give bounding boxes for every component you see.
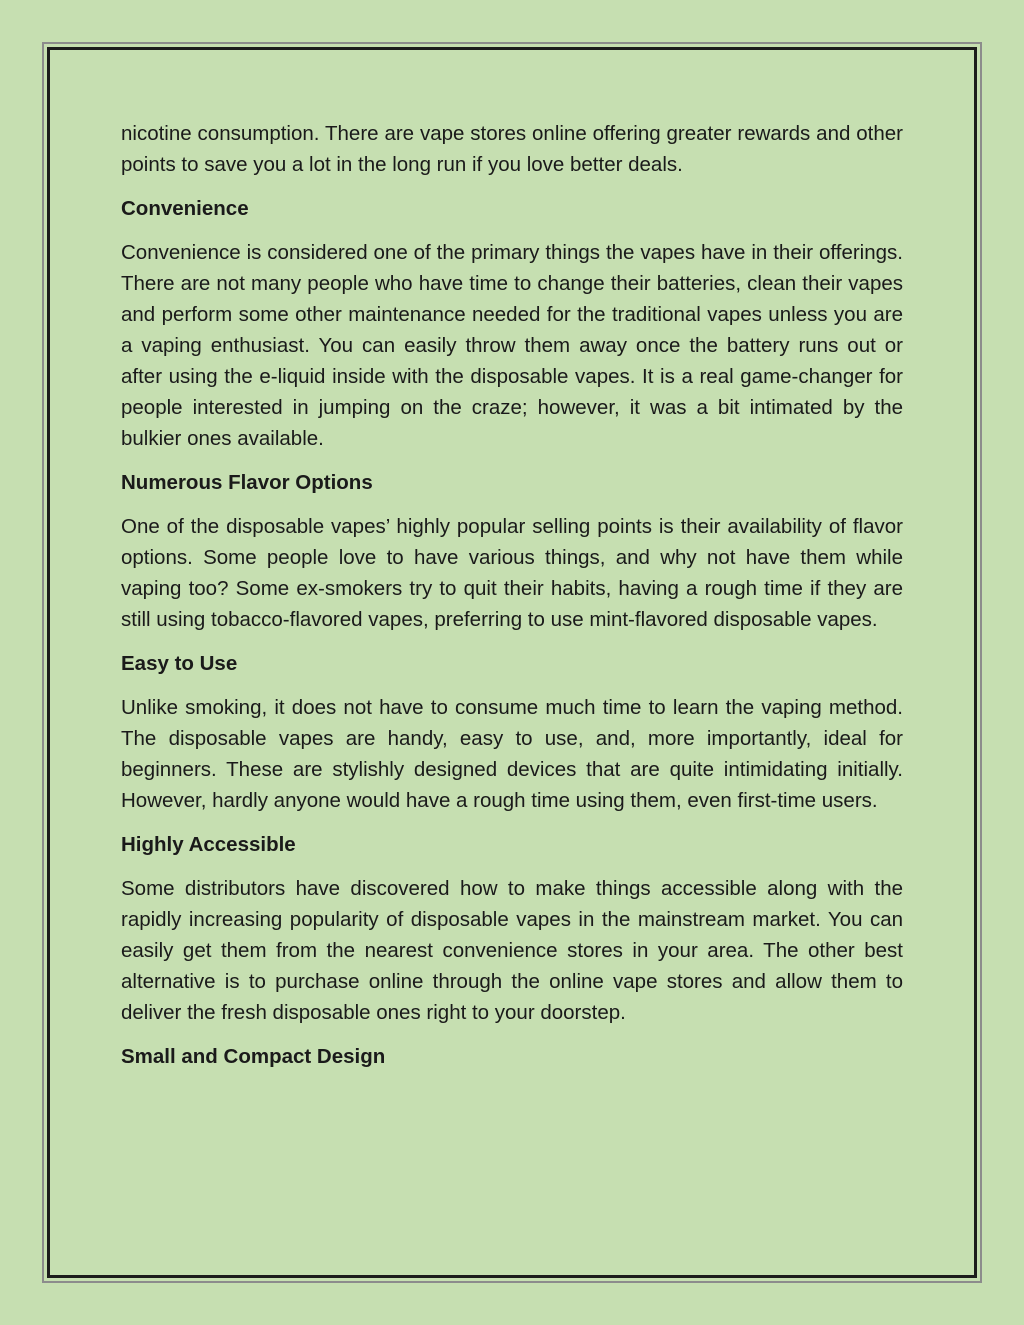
paragraph-highly-accessible: Some distributors have discovered how to make things accessible along with the rapidly increasing popularity of disposable vapes in the mainstream market. You can easily get them from the nearest convenience stores in your area. The other best alternative is to purchase online through the online vape stores and allow them to deliver the fresh disposable ones right to your doorstep. [121, 877, 903, 1024]
heading-highly-accessible: Highly Accessible [121, 833, 296, 856]
heading-easy-to-use: Easy to Use [121, 652, 238, 675]
heading-numerous-flavor-options: Numerous Flavor Options [121, 471, 373, 494]
paragraph-nicotine-consumption: nicotine consumption. There are vape stores online offering greater rewards and other points to save you a lot in the long run if you love better deals. [121, 122, 903, 176]
heading-convenience: Convenience [121, 197, 249, 220]
document-body [121, 118, 903, 1085]
heading-small-compact-design: Small and Compact Design [121, 1045, 386, 1068]
paragraph-easy-to-use: Unlike smoking, it does not have to consume much time to learn the vaping method. The disposable vapes are handy, easy to use, and, more importantly, ideal for beginners. These are stylishly designed devices that are quite intimidating initially. However, hardly anyone would have a rough time using them, even first-time users. [121, 696, 903, 812]
paragraph-convenience: Convenience is considered one of the primary things the vapes have in their offerings. There are not many people who have time to change their batteries, clean their vapes and perform some other maintenance needed for the traditional vapes unless you are a vaping enthusiast. You can easily throw them away once the battery runs out or after using the e-liquid inside with the disposable vapes. It is a real game-changer for people interested in jumping on the craze; however, it was a bit intimated by the bulkier ones available. [121, 241, 903, 450]
paragraph-flavor-options: One of the disposable vapes’ highly popular selling points is their availability of flavor options. Some people love to have various things, and why not have them while vaping too? Some ex-smokers try to quit their habits, having a rough time if they are still using tobacco-flavored vapes, preferring to use mint-flavored disposable vapes. [121, 515, 903, 631]
